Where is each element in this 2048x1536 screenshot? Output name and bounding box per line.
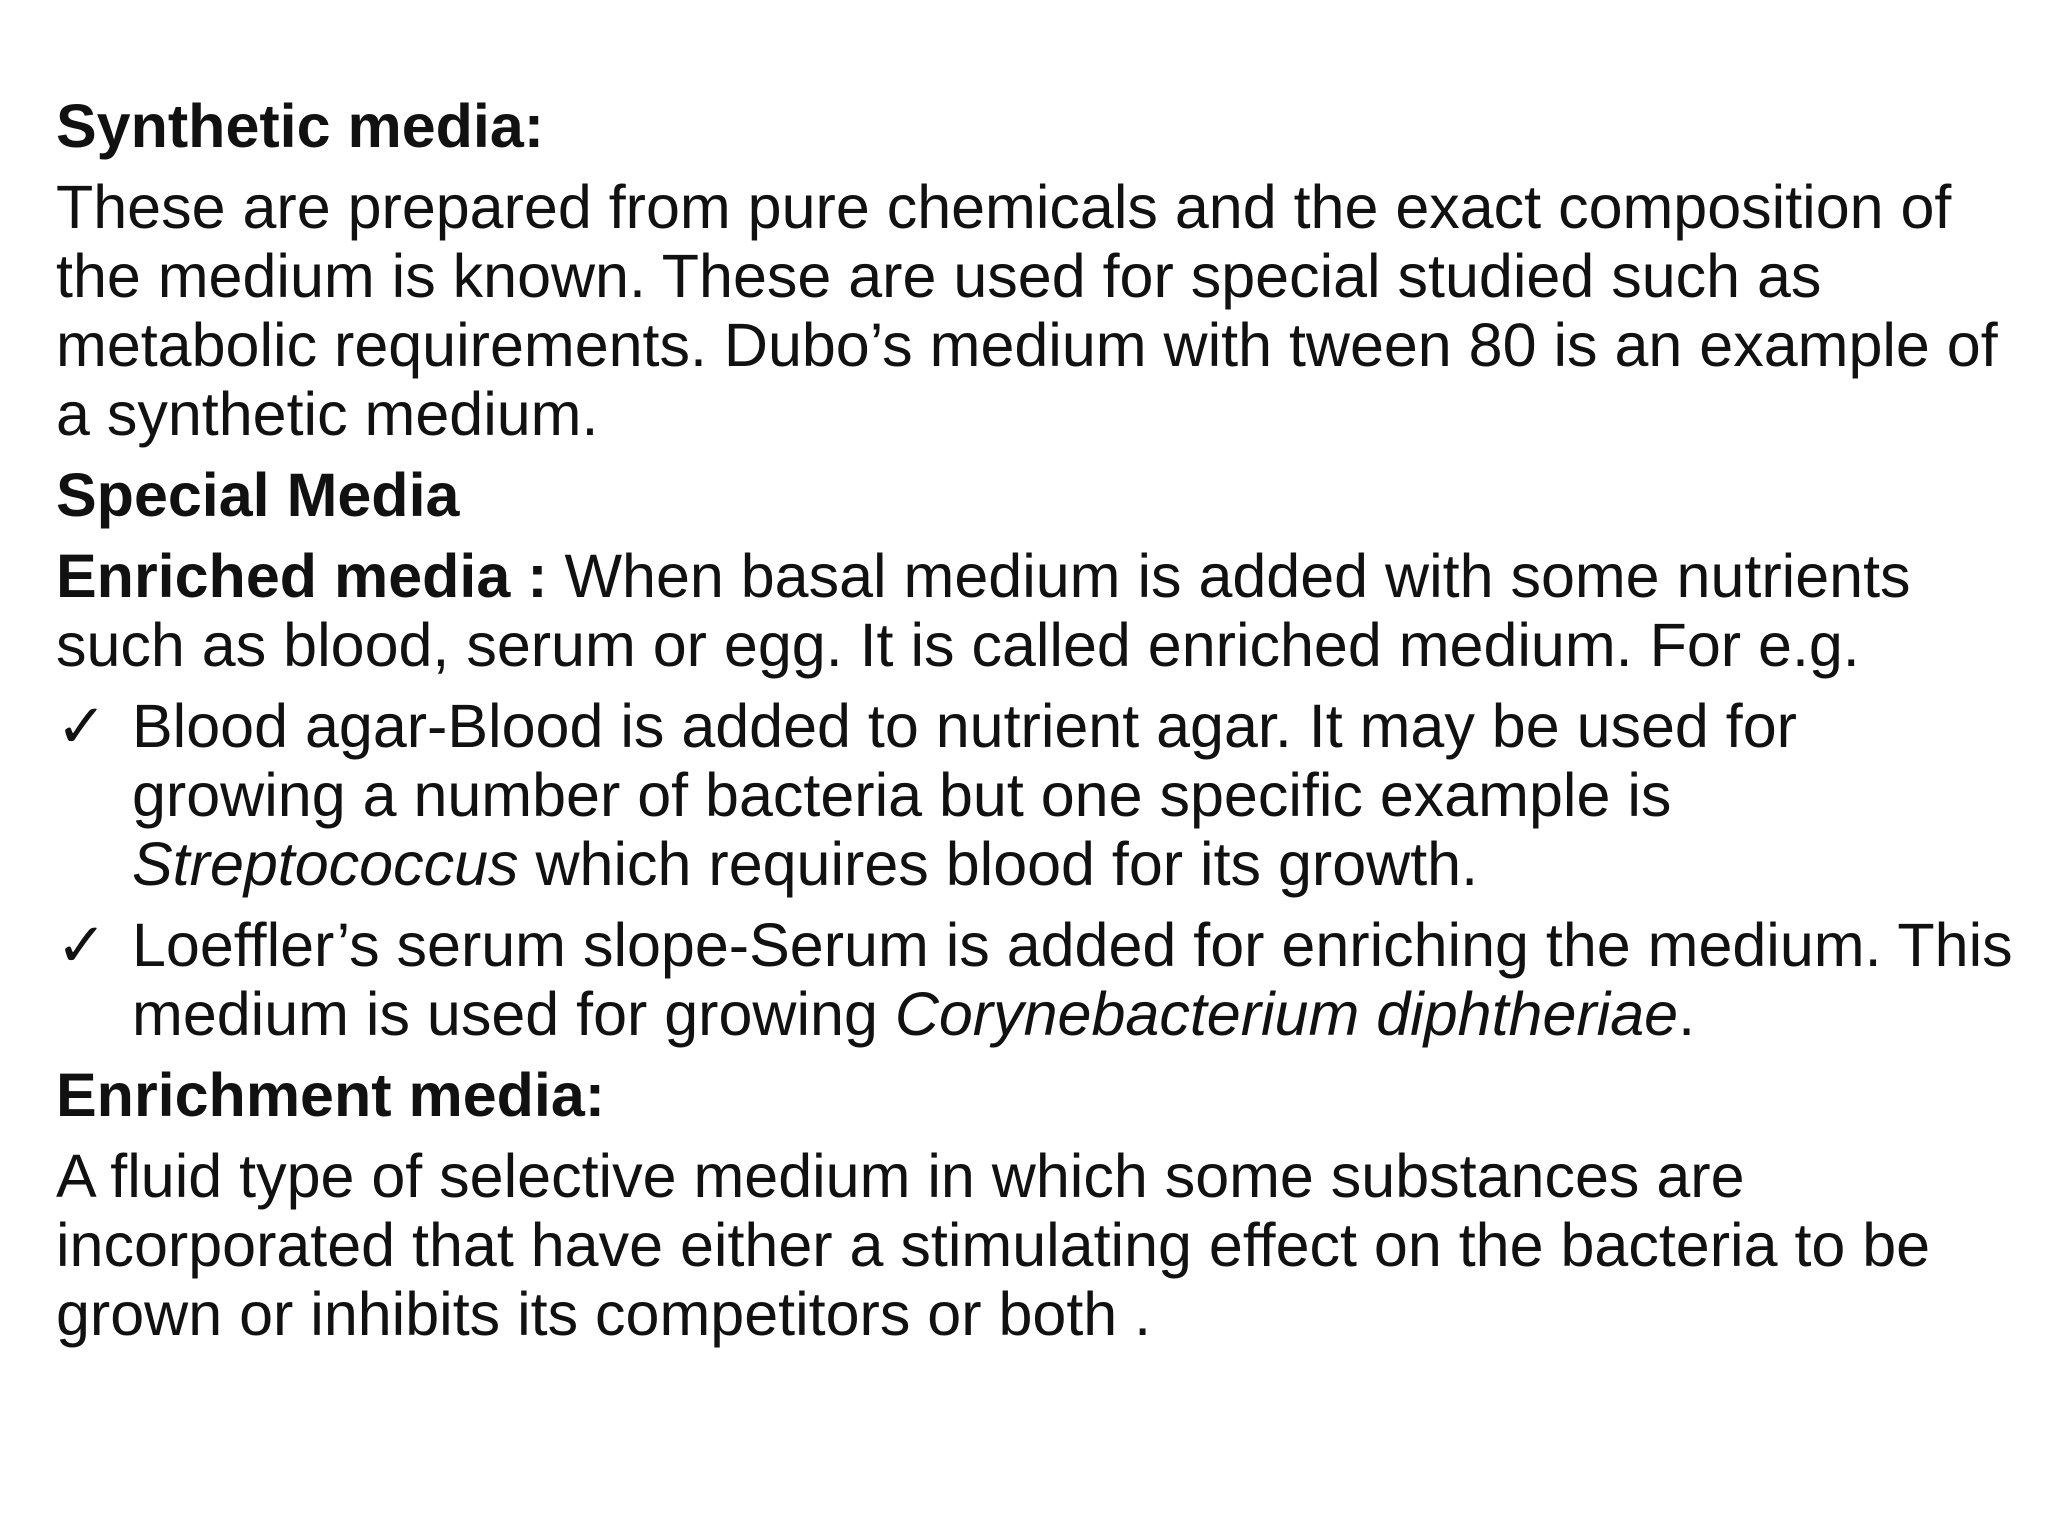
loeffler-text: Loeffler’s serum slope-Serum is added for enriching the medium. This medium is used for growing bbox=[132, 911, 2013, 1048]
streptococcus-term: Streptococcus bbox=[132, 830, 519, 898]
enrichment-media-body: A fluid type of selective medium in which some substances are incorporated that have either a stimulating effect on the bacteria to be grown or inhibits its competitors or both . bbox=[56, 1142, 1931, 1348]
synthetic-media-body: These are prepared from pure chemicals and the exact composition of the medium is known. These are used for special studied such as metabolic requirements. Dubo’s medium with tween 80 is an example of a synthetic medium. bbox=[56, 173, 1998, 448]
corynebacterium-term: Corynebacterium diphtheriae bbox=[894, 980, 1679, 1048]
enriched-media-paragraph bbox=[56, 542, 2016, 680]
loeffler-tail: . bbox=[1678, 980, 1696, 1048]
blood-agar-text: Blood agar-Blood is added to nutrient agar. It may be used for growing a number of bacteria but one specific example is bbox=[132, 692, 1797, 829]
enriched-media-label: Enriched media : bbox=[56, 542, 548, 610]
checkmark-icon: ✓ bbox=[56, 911, 108, 979]
synthetic-media-heading: Synthetic media: bbox=[56, 92, 545, 160]
blood-agar-tail: which requires blood for its growth. bbox=[518, 830, 1479, 898]
enriched-media-body: When basal medium is added with some nutrients such as blood, serum or egg. It is called enriched medium. For e.g. bbox=[56, 542, 1911, 679]
special-media-heading: Special Media bbox=[56, 461, 460, 529]
checkmark-icon: ✓ bbox=[56, 692, 108, 760]
list-item-blood-agar bbox=[56, 692, 2016, 899]
enrichment-media-heading: Enrichment media: bbox=[56, 1061, 606, 1129]
slide-content bbox=[56, 92, 2016, 1361]
list-item-loeffler-serum bbox=[56, 911, 2016, 1049]
